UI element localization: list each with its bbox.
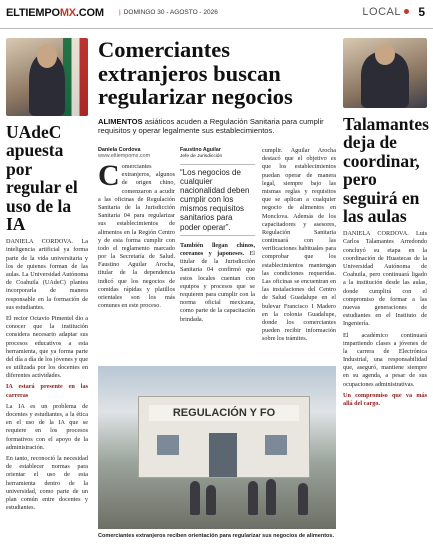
- main-photo: [98, 366, 336, 529]
- byline: [98, 147, 173, 159]
- main-col-2: [180, 147, 255, 324]
- logo-main: ELTIEMPO: [6, 7, 60, 19]
- deck-lead: ALIMENTOS: [98, 116, 143, 126]
- building: [138, 396, 310, 478]
- main-headline: Comerciantes extranjeros buscan regularizar negocios: [98, 37, 293, 110]
- issue-date: DOMINGO 30 - AGOSTO - 2026: [123, 9, 218, 16]
- col2-body: [180, 242, 255, 324]
- quote-credit: [180, 147, 255, 160]
- left-subhead: IA estará presente en las carreras: [6, 383, 88, 399]
- rector-photo: [6, 38, 88, 116]
- newspaper-logo[interactable]: [6, 7, 104, 19]
- credit-name: Faustino Aguilar: [180, 147, 221, 153]
- building-sign: REGULACIÓN Y FO: [149, 405, 299, 421]
- dateline: | DOMINGO 30 - AGOSTO - 2026: [119, 9, 218, 16]
- col1-text: omerciantes extranjeros, algunos de origen chino, comenzaron a acudir a las oficinas de Regulación Sanitaria de la Jurisdicción Sanitaria 04 para regularizar sus establecimientos de alimentos en la Región Centro y de esta forma cumplir con todo el reglamento marcado por la Secretaría de Salud. Faustino Aguilar Arocha, titular de la dependencia indicó que los negocios de comidas rápidas y platillos orientales son los más comunes en este proceso.: [98, 163, 175, 310]
- right-paragraph: El académico continuará impartiendo clases a jóvenes de la carrera de Electrónica Industrial, una responsabilidad que, aseguró, mantiene siempre en su agenda, a pesar de sus ocupaciones administrativas.: [343, 331, 427, 388]
- left-paragraph: La IA es un problema de docentes y estudiantes, a la ética en el uso de la IA que se requiere en los procesos formativos con el apoyo de la administración.: [6, 402, 88, 451]
- right-headline: Talamantes deja de coordinar, pero seguirá en las aulas: [343, 114, 429, 226]
- col2-text: El titular de la Jurisdicción Sanitaria 04 confirmó que estos locales cuentan con equipos y procesos que se requieren para cumplir con la norma oficial mexicana, como parte de la capacitación brindada.: [180, 250, 255, 323]
- page-number: 5: [418, 5, 425, 19]
- logo-sub: MX: [59, 7, 76, 19]
- right-subhead: Un compromiso que va más allá del cargo.: [343, 391, 427, 407]
- left-paragraph: El rector Octavio Pimentel dio a conocer que la institución considera necesario adaptar sus procesos educativos a esta herramienta, que ya forma parte del día a día de los jóvenes y que es utilizada por los docentes en diferentes actividades.: [6, 314, 88, 380]
- dropcap: C: [98, 159, 120, 192]
- masthead: [0, 0, 433, 29]
- section-label: LOCAL: [362, 6, 401, 18]
- main-story: [98, 38, 336, 136]
- logo-tld: .COM: [75, 7, 104, 19]
- pull-quote: “Los negocios de cualquier nacionalidad deben cumplir con los mismos requisitos sanitarios para poder operar”.: [180, 164, 255, 236]
- right-body: [343, 230, 427, 408]
- left-headline: UAdeC apuesta por regular el uso de la IA: [6, 122, 78, 234]
- right-story: [343, 38, 427, 411]
- left-body: [6, 238, 88, 512]
- left-paragraph: DANIELA CORDOVA. La inteligencia artificial ya forma parte de la vida universitaria y los de quienes forman de las aulas. La Universidad Autónoma de Coahuila (UAdeC) plantea incorporarla de manera responsable en la formación de sus estudiantes.: [6, 238, 88, 311]
- author-email: www.eltiempomx.com: [98, 153, 151, 159]
- left-story: [6, 38, 88, 515]
- deck-text: asiáticos acuden a Regulación Sanitaria para cumplir requisitos y operar legalmente sus establecimientos.: [98, 116, 324, 136]
- photo-caption: Comerciantes extranjeros reciben orientación para regularizar sus negocios de alimentos.: [98, 533, 334, 539]
- col2-lead: También llegan chinos, coreanos y japoneses.: [180, 241, 255, 257]
- author-name: Daniela Cordova: [98, 147, 141, 153]
- right-paragraph: DANIELA CORDOVA. Luis Carlos Talamantes Arredondo concluyó su etapa en la coordinación de Huastecas de la Universidad Autónoma de Coahuila, pero continuará ligado a la institución desde las aulas, donde cumplirá con el compromiso de formar a las nuevas generaciones de estudiantes en el Instituto de Ingeniería.: [343, 230, 427, 328]
- main-col-1: [98, 159, 175, 310]
- page-dot-icon: [404, 9, 409, 14]
- talamantes-photo: [343, 38, 427, 108]
- main-deck: [98, 117, 336, 136]
- left-paragraph: En tanto, reconoció la necesidad de establecer normas para orientar el uso de esta herramienta dentro de la universidad, como parte de un plan común entre docentes y estudiantes.: [6, 454, 88, 512]
- main-col-3: cumplir. Aguilar Arocha destacó que el objetivo es que los establecimientos puedan operar de manera legal, siempre bajo las mismas reglas y requisitos que se aplican a cualquier negocio de alimentos en Monclova. Además de los capacitadores y asesores, Regulación Sanitaria continuará con las verificaciones habituales para comprobar que los establecimientos mantengan las condiciones requeridas. Las oficinas se encuentran en las instalaciones del Centro de Salud Guadalupe en el bulevar Francisco I Madero en la colonia Guadalupe, donde los comerciantes pueden recibir información sobre los trámites.: [262, 147, 336, 343]
- credit-title: Jefe de Jurisdicción: [180, 153, 223, 159]
